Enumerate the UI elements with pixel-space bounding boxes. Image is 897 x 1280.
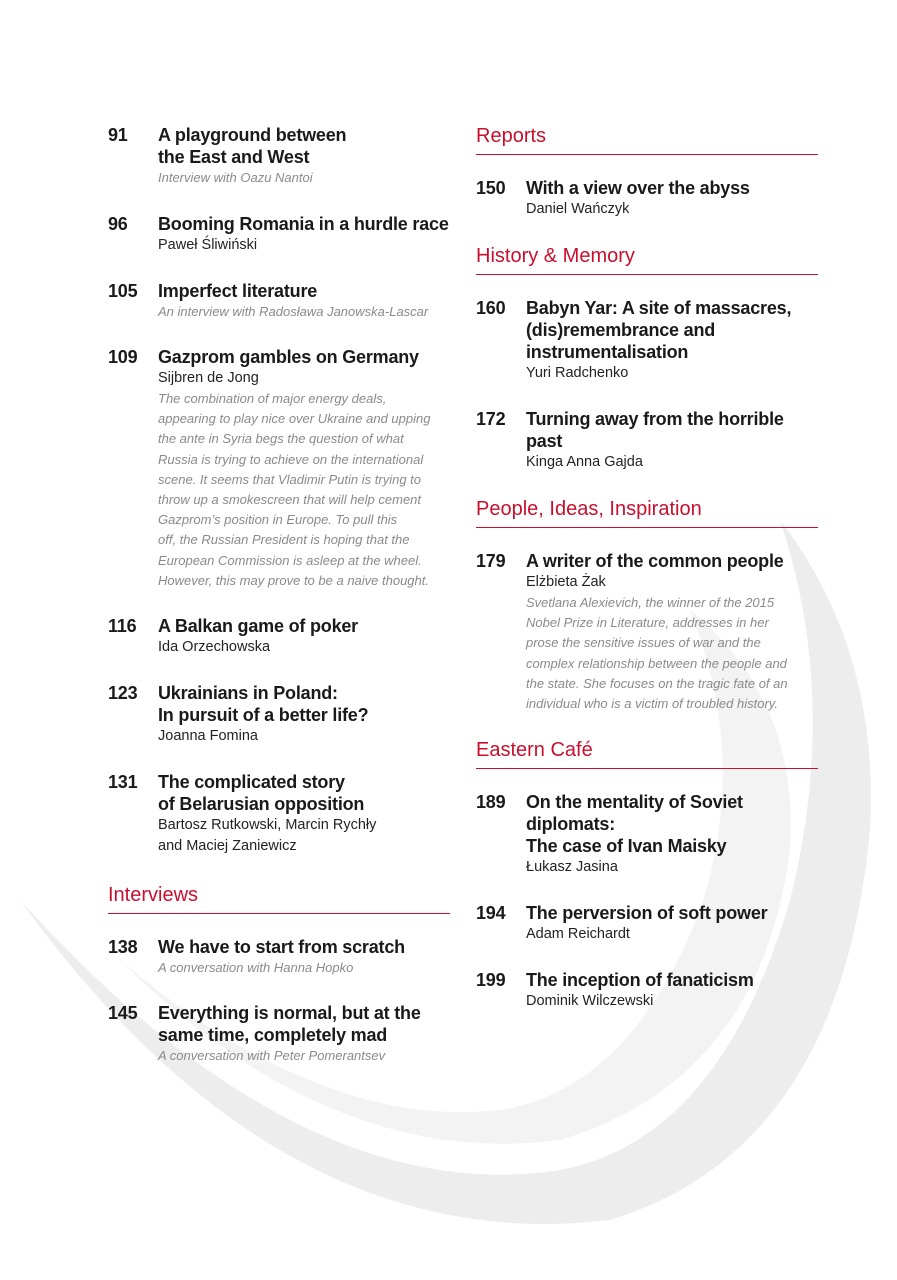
section-heading-history: History & Memory bbox=[476, 244, 818, 275]
toc-entry[interactable] bbox=[108, 346, 450, 591]
right-column bbox=[476, 124, 818, 1012]
page-number: 172 bbox=[476, 409, 506, 429]
page-number: 199 bbox=[476, 970, 506, 991]
article-title: Babyn Yar: A site of massacres, (dis)remembrance and instrumentalisation bbox=[526, 298, 792, 362]
toc-entry[interactable] bbox=[108, 771, 450, 857]
article-title: Everything is normal, but at the same time, completely mad bbox=[158, 1003, 421, 1046]
article-author: Joanna Fomina bbox=[158, 728, 258, 745]
article-title: Turning away from the horrible past bbox=[526, 409, 784, 451]
article-title: Booming Romania in a hurdle race bbox=[158, 214, 449, 234]
article-author: Sijbren de Jong bbox=[158, 370, 259, 386]
article-title: The complicated story of Belarusian opposition bbox=[158, 772, 365, 815]
toc-entry[interactable] bbox=[476, 408, 818, 473]
article-title: The inception of fanaticism bbox=[526, 970, 754, 991]
toc-entry[interactable] bbox=[476, 297, 818, 384]
section-heading-cafe: Eastern Café bbox=[476, 738, 818, 769]
page-number: 123 bbox=[108, 683, 138, 704]
article-author: Paweł Śliwiński bbox=[158, 237, 258, 253]
article-subtitle: A conversation with Peter Pomerantsev bbox=[158, 1048, 386, 1064]
article-subtitle: An interview with Radosława Janowska-Lascar bbox=[158, 304, 429, 319]
toc-entry[interactable] bbox=[108, 280, 450, 322]
page-number: 145 bbox=[108, 1003, 138, 1024]
page-number: 189 bbox=[476, 792, 506, 813]
page-number: 109 bbox=[108, 347, 138, 367]
article-author: Yuri Radchenko bbox=[526, 365, 629, 381]
article-title: With a view over the abyss bbox=[526, 178, 750, 198]
page-number: 150 bbox=[476, 178, 506, 198]
toc-entry[interactable] bbox=[476, 791, 818, 878]
article-title: A writer of the common people bbox=[526, 551, 784, 571]
page-number: 138 bbox=[108, 937, 138, 958]
article-subtitle: A conversation with Hanna Hopko bbox=[158, 960, 354, 976]
article-author: Kinga Anna Gajda bbox=[526, 454, 643, 470]
page-number: 160 bbox=[476, 298, 506, 318]
section-heading-reports: Reports bbox=[476, 124, 818, 155]
toc-entry[interactable] bbox=[108, 682, 450, 747]
article-subtitle: Interview with Oazu Nantoi bbox=[158, 170, 313, 185]
toc-entry[interactable] bbox=[476, 177, 818, 220]
left-column bbox=[108, 124, 450, 1066]
article-description: The combination of major energy deals, appearing to play nice over Ukraine and upping the ante in Syria begs the question of what Russia is trying to achieve on the international scene. It seems that Vladimir Putin is trying to throw up a smokescreen that will help cement Gazprom’s position in Europe. To pull this off, the Russian President is hoping that the European Commission is asleep at the wheel. However, this may prove to be a naive thought. bbox=[158, 391, 431, 588]
page-number: 96 bbox=[108, 214, 128, 234]
article-title: A Balkan game of poker bbox=[158, 616, 358, 637]
article-author: Bartosz Rutkowski, Marcin Rychły and Maciej Zaniewicz bbox=[158, 817, 377, 855]
article-title: On the mentality of Soviet diplomats: The case of Ivan Maisky bbox=[526, 792, 743, 857]
article-author: Adam Reichardt bbox=[526, 926, 630, 943]
article-title: The perversion of soft power bbox=[526, 903, 768, 924]
toc-entry[interactable] bbox=[476, 902, 818, 945]
article-author: Elżbieta Żak bbox=[526, 574, 606, 590]
article-title: Ukrainians in Poland: In pursuit of a better life? bbox=[158, 683, 369, 726]
article-title: Imperfect literature bbox=[158, 281, 318, 301]
page-number: 194 bbox=[476, 903, 506, 924]
toc-entry[interactable] bbox=[108, 1002, 450, 1066]
article-description: Svetlana Alexievich, the winner of the 2015 Nobel Prize in Literature, addresses in her prose the sensitive issues of war and the complex relationship between the people and the state. She focuses on the tragic fate of an individual who is a victim of troubled history. bbox=[526, 595, 788, 712]
toc-entry[interactable] bbox=[108, 124, 450, 188]
article-author: Ida Orzechowska bbox=[158, 639, 271, 656]
toc-entry[interactable] bbox=[476, 969, 818, 1012]
page-number: 105 bbox=[108, 281, 138, 301]
article-title: A playground between the East and West bbox=[158, 125, 347, 167]
page-number: 131 bbox=[108, 772, 138, 793]
article-title: Gazprom gambles on Germany bbox=[158, 347, 419, 367]
toc-entry[interactable] bbox=[108, 936, 450, 978]
toc-entry[interactable] bbox=[108, 615, 450, 658]
section-heading-people: People, Ideas, Inspiration bbox=[476, 497, 818, 528]
article-author: Łukasz Jasina bbox=[526, 859, 618, 876]
page-number: 91 bbox=[108, 125, 128, 145]
toc-entry[interactable] bbox=[476, 550, 818, 714]
article-title: We have to start from scratch bbox=[158, 937, 405, 958]
article-author: Dominik Wilczewski bbox=[526, 993, 654, 1010]
page-number: 116 bbox=[108, 616, 137, 637]
toc-entry[interactable] bbox=[108, 213, 450, 256]
page-number: 179 bbox=[476, 551, 506, 571]
article-author: Daniel Wańczyk bbox=[526, 201, 630, 217]
section-heading-interviews: Interviews bbox=[108, 883, 450, 914]
